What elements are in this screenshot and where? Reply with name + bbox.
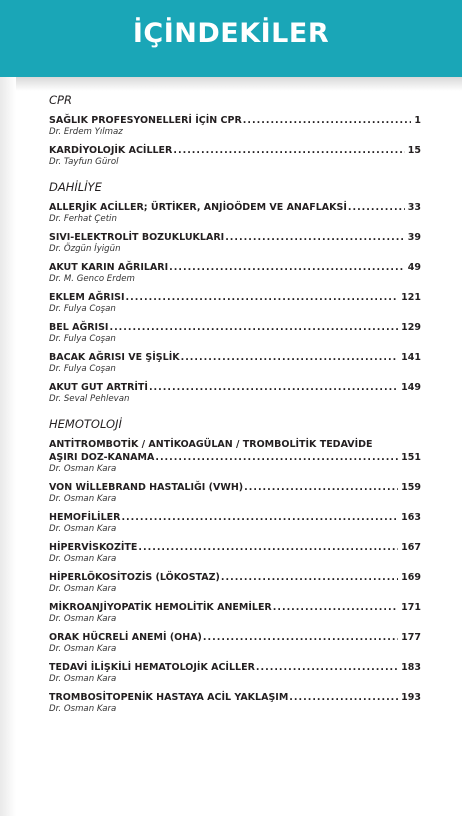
toc-entry-line xyxy=(49,291,421,304)
toc-entry-page: 121 xyxy=(401,292,421,303)
leader-dots xyxy=(109,321,398,334)
toc-entry-page: 167 xyxy=(401,542,421,553)
leader-dots xyxy=(121,511,398,524)
toc-entry[interactable] xyxy=(49,114,421,138)
toc-entry-author: Dr. Osman Kara xyxy=(49,644,117,654)
toc-entry-author: Dr. Erdem Yılmaz xyxy=(49,127,123,137)
toc-entry-page: 151 xyxy=(401,452,421,463)
toc-entry[interactable] xyxy=(49,661,421,685)
toc-entry[interactable] xyxy=(49,261,421,285)
toc-entry-title: BACAK AĞRISI VE ŞİŞLİK xyxy=(49,352,180,363)
toc-entry[interactable] xyxy=(49,481,421,505)
leader-dots xyxy=(138,541,398,554)
toc-entry-page: 49 xyxy=(407,262,421,273)
toc-entry-title-line1: ANTİTROMBOTİK / ANTİKOAGÜLAN / TROMBOLİTİK TEDAVİDE xyxy=(49,439,373,450)
toc-entry[interactable] xyxy=(49,231,421,255)
toc-entry[interactable] xyxy=(49,541,421,565)
toc-entry-line xyxy=(49,351,421,364)
toc-entry-line xyxy=(49,631,421,644)
toc-entry-line xyxy=(49,201,421,214)
toc-entry-title: KARDİYOLOJİK ACİLLER xyxy=(49,145,173,156)
leader-dots xyxy=(149,381,398,394)
toc-entry-line xyxy=(49,541,421,554)
header-shadow xyxy=(0,77,462,91)
toc-entry-page: 15 xyxy=(407,145,421,156)
leader-dots xyxy=(155,451,398,464)
toc-entry[interactable] xyxy=(49,144,421,168)
section-title: HEMOTOLOJİ xyxy=(49,417,122,431)
leader-dots xyxy=(348,201,405,214)
toc-entry-page: 149 xyxy=(401,382,421,393)
toc-entry-line xyxy=(49,451,421,464)
toc-entry[interactable] xyxy=(49,201,421,225)
toc-entry[interactable] xyxy=(49,691,421,715)
toc-entry-page: 193 xyxy=(401,692,421,703)
toc-entry-author: Dr. Osman Kara xyxy=(49,554,117,564)
toc-entry-title: TROMBOSİTOPENİK HASTAYA ACİL YAKLAŞIM xyxy=(49,692,289,703)
toc-entry-page: 169 xyxy=(401,572,421,583)
toc-entry-author: Dr. Osman Kara xyxy=(49,524,117,534)
toc-entry-page: 33 xyxy=(407,202,421,213)
toc-entry[interactable] xyxy=(49,438,421,475)
toc-entry-page: 163 xyxy=(401,512,421,523)
leader-dots xyxy=(169,261,405,274)
toc-entry-line xyxy=(49,571,421,584)
toc-entry-line xyxy=(49,661,421,674)
leader-dots xyxy=(225,231,405,244)
toc-section-dahiliye xyxy=(49,179,421,405)
toc-entry-author: Dr. M. Genco Erdem xyxy=(49,274,135,284)
toc-entry-author: Dr. Fulya Coşan xyxy=(49,304,116,314)
toc-entry[interactable] xyxy=(49,571,421,595)
toc-entry[interactable] xyxy=(49,381,421,405)
toc-entry-page: 177 xyxy=(401,632,421,643)
toc-entry-title: MİKROANJİYOPATİK HEMOLİTİK ANEMİLER xyxy=(49,602,272,613)
toc-entry[interactable] xyxy=(49,601,421,625)
leader-dots xyxy=(243,114,412,127)
toc-entry-author: Dr. Osman Kara xyxy=(49,704,117,714)
section-title: CPR xyxy=(49,93,72,107)
toc-entry-author: Dr. Fulya Coşan xyxy=(49,364,116,374)
toc-entry-page: 171 xyxy=(401,602,421,613)
toc-entry-title: HİPERLÖKOSİTOZİS (LÖKOSTAZ) xyxy=(49,572,220,583)
toc-entry-page: 183 xyxy=(401,662,421,673)
toc-entry-title: TEDAVİ İLİŞKİLİ HEMATOLOJİK ACİLLER xyxy=(49,662,255,673)
toc-entry[interactable] xyxy=(49,511,421,535)
toc-entry-title: HİPERVİSKOZİTE xyxy=(49,542,138,553)
toc-section-hemotoloji xyxy=(49,416,421,715)
toc-entry[interactable] xyxy=(49,351,421,375)
toc-entry-page: 39 xyxy=(407,232,421,243)
toc-entry-line xyxy=(49,691,421,704)
toc-entry-line xyxy=(49,481,421,494)
leader-dots xyxy=(273,601,398,614)
leader-dots xyxy=(221,571,398,584)
toc-entry-title: SAĞLIK PROFESYONELLERİ İÇİN CPR xyxy=(49,115,242,126)
toc-entry-line xyxy=(49,261,421,274)
toc-entry-author: Dr. Seval Pehlevan xyxy=(49,394,130,404)
toc-entry[interactable] xyxy=(49,631,421,655)
toc-entry-author: Dr. Özgün İyigün xyxy=(49,244,121,254)
toc-entry-author: Dr. Osman Kara xyxy=(49,584,117,594)
toc-entry-title: AKUT KARIN AĞRILARI xyxy=(49,262,169,273)
leader-dots xyxy=(173,144,404,157)
toc-entry-title: EKLEM AĞRISI xyxy=(49,292,125,303)
toc-entry-author: Dr. Osman Kara xyxy=(49,494,117,504)
leader-dots xyxy=(244,481,398,494)
leader-dots xyxy=(289,691,398,704)
toc-entry-title: BEL AĞRISI xyxy=(49,322,109,333)
page-header xyxy=(0,0,462,77)
toc-entry-line xyxy=(49,114,421,127)
toc-entry-title: AŞIRI DOZ-KANAMA xyxy=(49,452,155,463)
toc-entry-title: ORAK HÜCRELİ ANEMİ (OHA) xyxy=(49,632,202,643)
table-of-contents xyxy=(49,92,421,726)
toc-entry-author: Dr. Osman Kara xyxy=(49,674,117,684)
toc-entry-title: AKUT GUT ARTRİTİ xyxy=(49,382,148,393)
book-spine-shadow xyxy=(0,77,16,816)
toc-entry-author: Dr. Ferhat Çetin xyxy=(49,214,117,224)
toc-entry-page: 141 xyxy=(401,352,421,363)
toc-entry-author: Dr. Osman Kara xyxy=(49,614,117,624)
toc-entry-line xyxy=(49,231,421,244)
toc-entry-title: VON WİLLEBRAND HASTALIĞI (VWH) xyxy=(49,482,244,493)
toc-entry-title: SIVI-ELEKTROLİT BOZUKLUKLARI xyxy=(49,232,225,243)
leader-dots xyxy=(203,631,398,644)
toc-entry-title: ALLERJİK ACİLLER; ÜRTİKER, ANJİOÖDEM VE ANAFLAKSİ xyxy=(49,202,347,213)
toc-entry[interactable] xyxy=(49,321,421,345)
toc-entry-page: 159 xyxy=(401,482,421,493)
section-title: DAHİLİYE xyxy=(49,180,102,194)
toc-entry-line xyxy=(49,321,421,334)
toc-section-cpr xyxy=(49,92,421,168)
toc-entry-page: 1 xyxy=(414,115,421,126)
toc-entry-line xyxy=(49,144,421,157)
toc-entry-title: HEMOFİLİLER xyxy=(49,512,121,523)
page-title: İÇİNDEKİLER xyxy=(132,18,330,49)
leader-dots xyxy=(181,351,399,364)
toc-entry-line xyxy=(49,601,421,614)
toc-entry[interactable] xyxy=(49,291,421,315)
toc-entry-page: 129 xyxy=(401,322,421,333)
toc-entry-author: Dr. Tayfun Gürol xyxy=(49,157,119,167)
leader-dots xyxy=(126,291,399,304)
toc-entry-line xyxy=(49,381,421,394)
toc-entry-line xyxy=(49,511,421,524)
toc-entry-author: Dr. Osman Kara xyxy=(49,464,117,474)
leader-dots xyxy=(256,661,398,674)
toc-entry-author: Dr. Fulya Coşan xyxy=(49,334,116,344)
